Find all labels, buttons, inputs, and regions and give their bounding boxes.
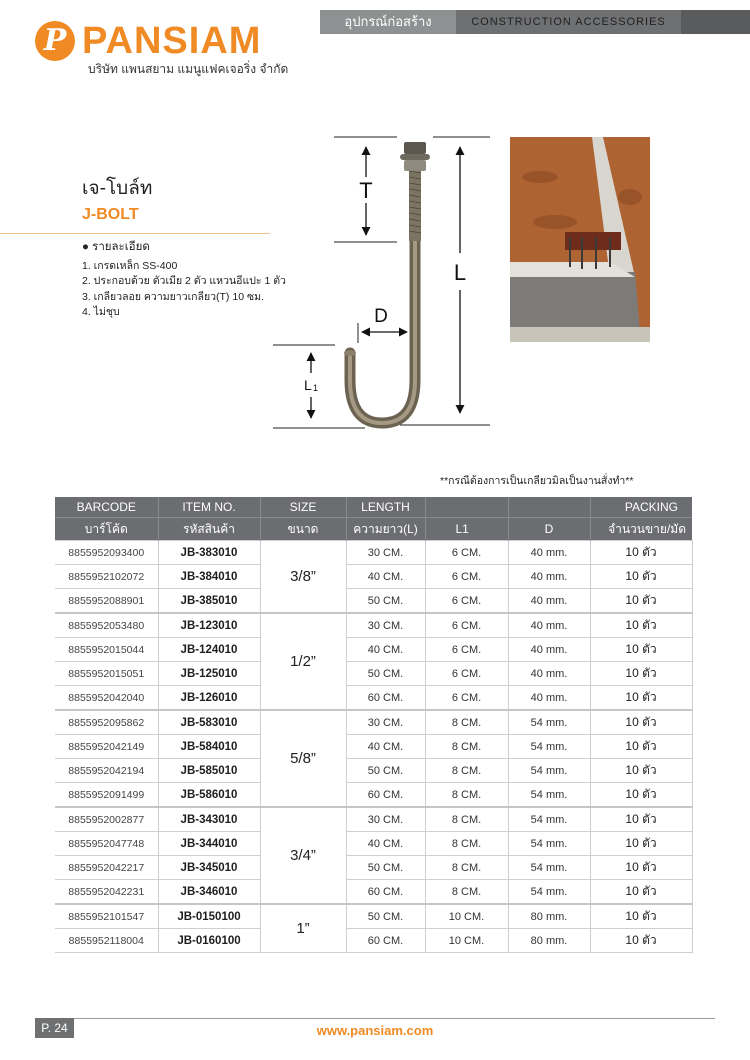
cell-item-no: JB-583010 (158, 710, 260, 735)
cell-item-no: JB-123010 (158, 613, 260, 638)
cell-l1: 8 CM. (425, 880, 508, 905)
brand-name: PANSIAM (82, 20, 262, 62)
cell-length: 50 CM. (346, 904, 425, 929)
cell-l1: 10 CM. (425, 904, 508, 929)
detail-item: 1. เกรดเหล็ก SS-400 (82, 259, 178, 272)
cell-size: 3/8” (260, 541, 346, 614)
j-bolt-diagram (270, 125, 500, 435)
company-name-th: บริษัท แพนสยาม แมนูแฟคเจอริ่ง จำกัด (88, 62, 289, 76)
custom-order-note: **กรณีต้องการเป็นเกลียวมิลเป็นงานสั่งทำ** (440, 475, 634, 487)
cell-length: 40 CM. (346, 565, 425, 589)
cell-barcode: 8855952101547 (55, 904, 158, 929)
cell-packing: 10 ตัว (590, 807, 692, 832)
cell-item-no: JB-385010 (158, 589, 260, 614)
cell-packing: 10 ตัว (590, 832, 692, 856)
cell-barcode: 8855952015044 (55, 638, 158, 662)
cell-item-no: JB-0150100 (158, 904, 260, 929)
cell-l1: 6 CM. (425, 686, 508, 711)
cell-barcode: 8855952047748 (55, 832, 158, 856)
cell-item-no: JB-124010 (158, 638, 260, 662)
cell-packing: 10 ตัว (590, 904, 692, 929)
cell-packing: 10 ตัว (590, 735, 692, 759)
cell-l1: 8 CM. (425, 807, 508, 832)
foundation-photo-image (510, 137, 650, 342)
detail-item: 3. เกลียวลอย ความยาวเกลียว(T) 10 ซม. (82, 290, 264, 303)
cell-l1: 6 CM. (425, 541, 508, 565)
header-l1-en (425, 497, 508, 518)
cell-d: 54 mm. (508, 735, 590, 759)
cell-barcode: 8855952093400 (55, 541, 158, 565)
bolt-shank (350, 165, 415, 423)
cell-d: 40 mm. (508, 662, 590, 686)
table-row (55, 735, 692, 759)
cell-d: 40 mm. (508, 613, 590, 638)
cell-size: 3/4” (260, 807, 346, 904)
cell-packing: 10 ตัว (590, 929, 692, 953)
table-row (55, 686, 692, 711)
details-heading: ● รายละเอียด (82, 241, 150, 253)
cell-length: 50 CM. (346, 759, 425, 783)
product-title-th: เจ-โบล์ท (82, 178, 153, 199)
cell-length: 50 CM. (346, 589, 425, 614)
cell-packing: 10 ตัว (590, 613, 692, 638)
table-row (55, 832, 692, 856)
cell-l1: 8 CM. (425, 832, 508, 856)
cell-item-no: JB-586010 (158, 783, 260, 808)
cell-barcode: 8855952042217 (55, 856, 158, 880)
product-title-en: J-BOLT (82, 206, 139, 223)
cell-barcode: 8855952015051 (55, 662, 158, 686)
bolt-nut-top (404, 142, 426, 154)
cell-length: 30 CM. (346, 710, 425, 735)
table-row (55, 638, 692, 662)
cell-length: 60 CM. (346, 929, 425, 953)
cell-l1: 6 CM. (425, 662, 508, 686)
cell-length: 60 CM. (346, 783, 425, 808)
cell-d: 80 mm. (508, 929, 590, 953)
cell-d: 40 mm. (508, 565, 590, 589)
table-row (55, 929, 692, 953)
table-header-row-en (55, 497, 692, 518)
table-row (55, 783, 692, 808)
cell-length: 60 CM. (346, 880, 425, 905)
category-banner (320, 10, 750, 34)
cell-l1: 8 CM. (425, 856, 508, 880)
cell-item-no: JB-384010 (158, 565, 260, 589)
installation-photo (510, 137, 650, 342)
cell-barcode: 8855952091499 (55, 783, 158, 808)
cell-l1: 8 CM. (425, 759, 508, 783)
cell-d: 54 mm. (508, 710, 590, 735)
category-en: CONSTRUCTION ACCESSORIES (456, 10, 681, 34)
page-number: P. 24 (35, 1018, 74, 1038)
cell-size: 1” (260, 904, 346, 953)
cell-length: 40 CM. (346, 832, 425, 856)
table-header-row-th (55, 518, 692, 541)
cell-item-no: JB-345010 (158, 856, 260, 880)
header-packing: PACKING (590, 497, 692, 518)
cell-packing: 10 ตัว (590, 589, 692, 614)
table-row (55, 589, 692, 614)
header-size: SIZE (260, 497, 346, 518)
bolt-nut-bottom (404, 160, 426, 171)
cell-length: 30 CM. (346, 541, 425, 565)
cell-item-no: JB-585010 (158, 759, 260, 783)
cell-d: 54 mm. (508, 783, 590, 808)
cell-d: 80 mm. (508, 904, 590, 929)
cell-item-no: JB-346010 (158, 880, 260, 905)
cell-barcode: 8855952053480 (55, 613, 158, 638)
cell-barcode: 8855952042040 (55, 686, 158, 711)
cell-d: 40 mm. (508, 589, 590, 614)
header-packing-th: จำนวนขาย/มัด (590, 518, 692, 541)
cell-packing: 10 ตัว (590, 880, 692, 905)
cell-length: 40 CM. (346, 735, 425, 759)
header-length-th: ความยาว(L) (346, 518, 425, 541)
header-barcode-th: บาร์โค้ด (55, 518, 158, 541)
cell-length: 40 CM. (346, 638, 425, 662)
pansiam-logo-icon: P (35, 21, 75, 61)
cell-d: 54 mm. (508, 759, 590, 783)
header-l1: L1 (425, 518, 508, 541)
cell-l1: 8 CM. (425, 710, 508, 735)
cell-packing: 10 ตัว (590, 541, 692, 565)
table-row (55, 541, 692, 565)
cell-length: 30 CM. (346, 613, 425, 638)
label-l: L (453, 260, 467, 285)
cell-barcode: 8855952095862 (55, 710, 158, 735)
cell-barcode: 8855952042194 (55, 759, 158, 783)
cell-l1: 6 CM. (425, 638, 508, 662)
cell-item-no: JB-584010 (158, 735, 260, 759)
table-row (55, 710, 692, 735)
cell-barcode: 8855952002877 (55, 807, 158, 832)
cell-d: 54 mm. (508, 807, 590, 832)
label-l1-subscript: 1 (313, 383, 319, 393)
table-row (55, 565, 692, 589)
cell-barcode: 8855952042231 (55, 880, 158, 905)
title-divider (0, 233, 270, 234)
cell-item-no: JB-126010 (158, 686, 260, 711)
detail-item: 2. ประกอบด้วย ตัวเมีย 2 ตัว แหวนอีแปะ 1 ตัว (82, 275, 286, 287)
cell-item-no: JB-343010 (158, 807, 260, 832)
cell-d: 40 mm. (508, 638, 590, 662)
cell-l1: 8 CM. (425, 783, 508, 808)
table-row (55, 807, 692, 832)
cell-d: 40 mm. (508, 541, 590, 565)
cell-packing: 10 ตัว (590, 565, 692, 589)
table-row (55, 880, 692, 905)
website-link[interactable]: www.pansiam.com (316, 1023, 434, 1038)
cell-packing: 10 ตัว (590, 662, 692, 686)
header-item-no-th: รหัสสินค้า (158, 518, 260, 541)
cell-item-no: JB-344010 (158, 832, 260, 856)
product-details (82, 240, 286, 321)
cell-packing: 10 ตัว (590, 783, 692, 808)
cell-l1: 10 CM. (425, 929, 508, 953)
cell-packing: 10 ตัว (590, 856, 692, 880)
cell-packing: 10 ตัว (590, 686, 692, 711)
cell-packing: 10 ตัว (590, 710, 692, 735)
detail-item: 4. ไม่ชุบ (82, 306, 120, 318)
cell-barcode: 8855952118004 (55, 929, 158, 953)
table-row (55, 759, 692, 783)
header-barcode: BARCODE (55, 497, 158, 518)
cell-length: 30 CM. (346, 807, 425, 832)
label-t: T (359, 178, 373, 203)
cell-size: 5/8” (260, 710, 346, 807)
footer-divider (73, 1018, 715, 1019)
header-size-th: ขนาด (260, 518, 346, 541)
cell-d: 54 mm. (508, 880, 590, 905)
header-item-no: ITEM NO. (158, 497, 260, 518)
cell-length: 50 CM. (346, 856, 425, 880)
category-banner-end (681, 10, 750, 34)
bolt-washer (400, 154, 430, 160)
cell-size: 1/2” (260, 613, 346, 710)
cell-d: 54 mm. (508, 856, 590, 880)
cell-length: 50 CM. (346, 662, 425, 686)
cell-l1: 6 CM. (425, 565, 508, 589)
cell-l1: 8 CM. (425, 735, 508, 759)
table-row (55, 904, 692, 929)
cell-l1: 6 CM. (425, 589, 508, 614)
cell-item-no: JB-125010 (158, 662, 260, 686)
cell-barcode: 8855952088901 (55, 589, 158, 614)
cell-d: 54 mm. (508, 832, 590, 856)
header-length: LENGTH (346, 497, 425, 518)
cell-item-no: JB-0160100 (158, 929, 260, 953)
cell-length: 60 CM. (346, 686, 425, 711)
cell-l1: 6 CM. (425, 613, 508, 638)
label-d: D (374, 306, 388, 327)
cell-barcode: 8855952102072 (55, 565, 158, 589)
header-d-en (508, 497, 590, 518)
table-row (55, 613, 692, 638)
spec-table (55, 497, 693, 953)
category-th: อุปกรณ์ก่อสร้าง (320, 10, 456, 34)
table-row (55, 856, 692, 880)
table-row (55, 662, 692, 686)
header-d: D (508, 518, 590, 541)
cell-packing: 10 ตัว (590, 759, 692, 783)
cell-d: 40 mm. (508, 686, 590, 711)
label-l1: L (304, 377, 312, 393)
cell-item-no: JB-383010 (158, 541, 260, 565)
cell-packing: 10 ตัว (590, 638, 692, 662)
cell-barcode: 8855952042149 (55, 735, 158, 759)
